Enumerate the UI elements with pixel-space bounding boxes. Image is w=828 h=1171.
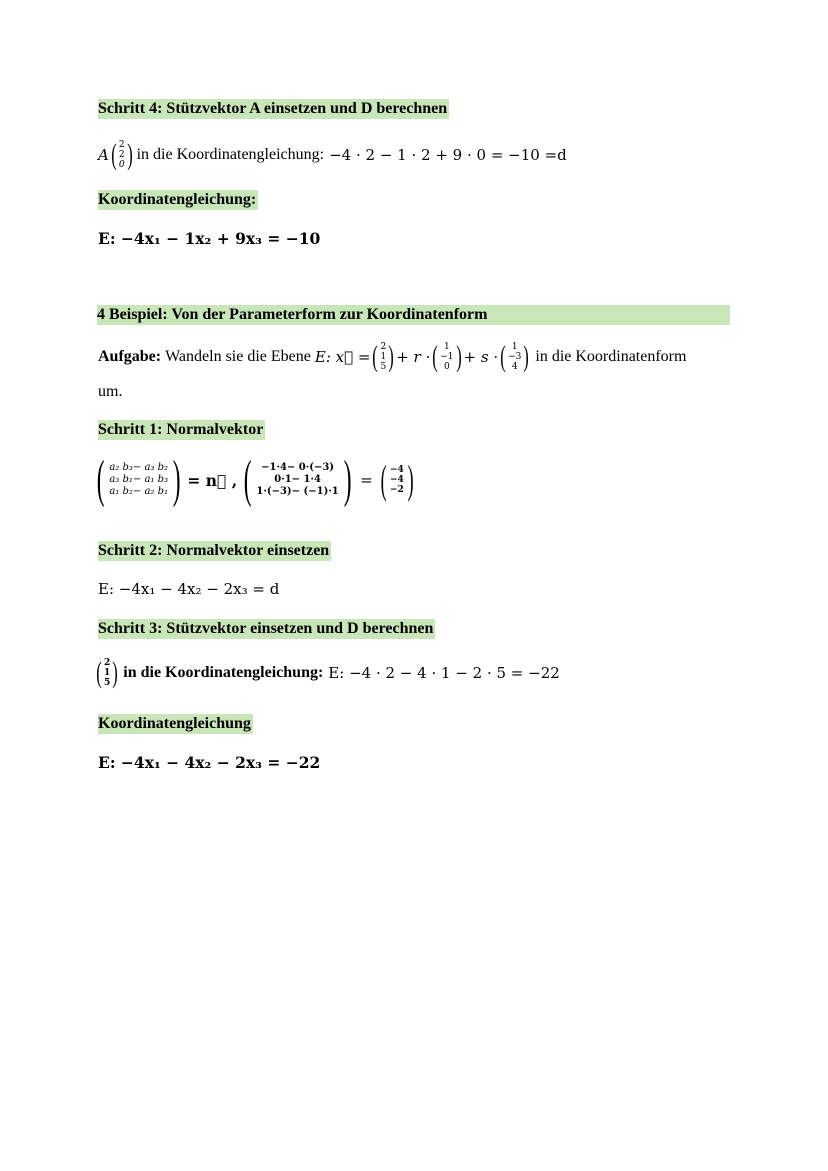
r-term: + r · bbox=[396, 348, 431, 366]
step3-text: in die Koordinatengleichung: bbox=[123, 664, 324, 681]
step4-text: in die Koordinatengleichung: bbox=[136, 146, 325, 163]
step2-equation: E: −4x₁ − 4x₂ − 2x₃ = d bbox=[98, 580, 280, 598]
support-vector: ( 2 1 5 ) bbox=[372, 340, 394, 373]
plane-eq-prefix: E: x⃗ = bbox=[314, 348, 371, 366]
task-text-2: in die Koordinatenform bbox=[535, 348, 687, 365]
equals-sign: = bbox=[360, 471, 373, 489]
task-label: Aufgabe: bbox=[98, 348, 162, 365]
normal-vector: −4 −4 −2 bbox=[390, 465, 404, 495]
step4-heading: Schritt 4: Stützvektor A einsetzen und D berechnen bbox=[98, 100, 448, 117]
step3-vector: ( 2 1 5 ) bbox=[96, 656, 119, 689]
point-label: A bbox=[98, 146, 109, 164]
final-result: E: −4x₁ − 4x₂ − 2x₃ = −22 bbox=[98, 753, 321, 772]
step3-calc: E: −4 · 2 − 4 · 1 − 2 · 5 = −22 bbox=[328, 664, 560, 682]
step1-heading: Schritt 1: Normalvektor bbox=[98, 421, 264, 438]
step3-line bbox=[94, 658, 560, 688]
s-term: + s · bbox=[463, 348, 499, 366]
step4-coord-heading: Koordinatengleichung: bbox=[98, 191, 257, 208]
step3-heading: Schritt 3: Stützvektor einsetzen und D berechnen bbox=[98, 620, 434, 637]
final-heading: Koordinatengleichung bbox=[98, 715, 251, 732]
task-text-1: Wandeln sie die Ebene bbox=[165, 348, 311, 365]
direction-vector-r: ( 1 −1 0 ) bbox=[432, 340, 462, 373]
step4-calc: −4 · 2 − 1 · 2 + 9 · 0 = −10 =d bbox=[329, 146, 567, 164]
direction-vector-s: ( 1 −3 4 ) bbox=[500, 340, 530, 373]
example4-heading: 4 Beispiel: Von der Parameterform zur Koordinatenform bbox=[97, 305, 730, 325]
cross-computed: −1·4− 0·(−3) 0·1− 1·4 1·(−3)− (−1)·1 bbox=[256, 462, 339, 497]
step4-result: E: −4x₁ − 1x₂ + 9x₃ = −10 bbox=[98, 229, 321, 248]
cross-formula: a₂ b₃− a₃ b₂ a₃ b₁− a₁ b₃ a₁ b₂− a₂ b₁ bbox=[109, 462, 169, 497]
step4-line bbox=[98, 140, 567, 170]
task-line bbox=[98, 342, 686, 372]
step2-heading: Schritt 2: Normalvektor einsetzen bbox=[98, 542, 330, 559]
normal-label: = n⃗ , bbox=[187, 470, 238, 490]
point-vector: ( 2 2 0 ) bbox=[111, 138, 133, 171]
cross-product: ( a₂ b₃− a₃ b₂ a₃ b₁− a₁ b₃ a₁ b₂− a₂ b₁ ) = n⃗ , ( −1·4− 0·(−3) 0·1− 1·4 1·(−3)− (−1)·1 ) = ( −4 −4 −2 ) bbox=[96, 451, 414, 508]
task-text-3: um. bbox=[98, 383, 123, 400]
